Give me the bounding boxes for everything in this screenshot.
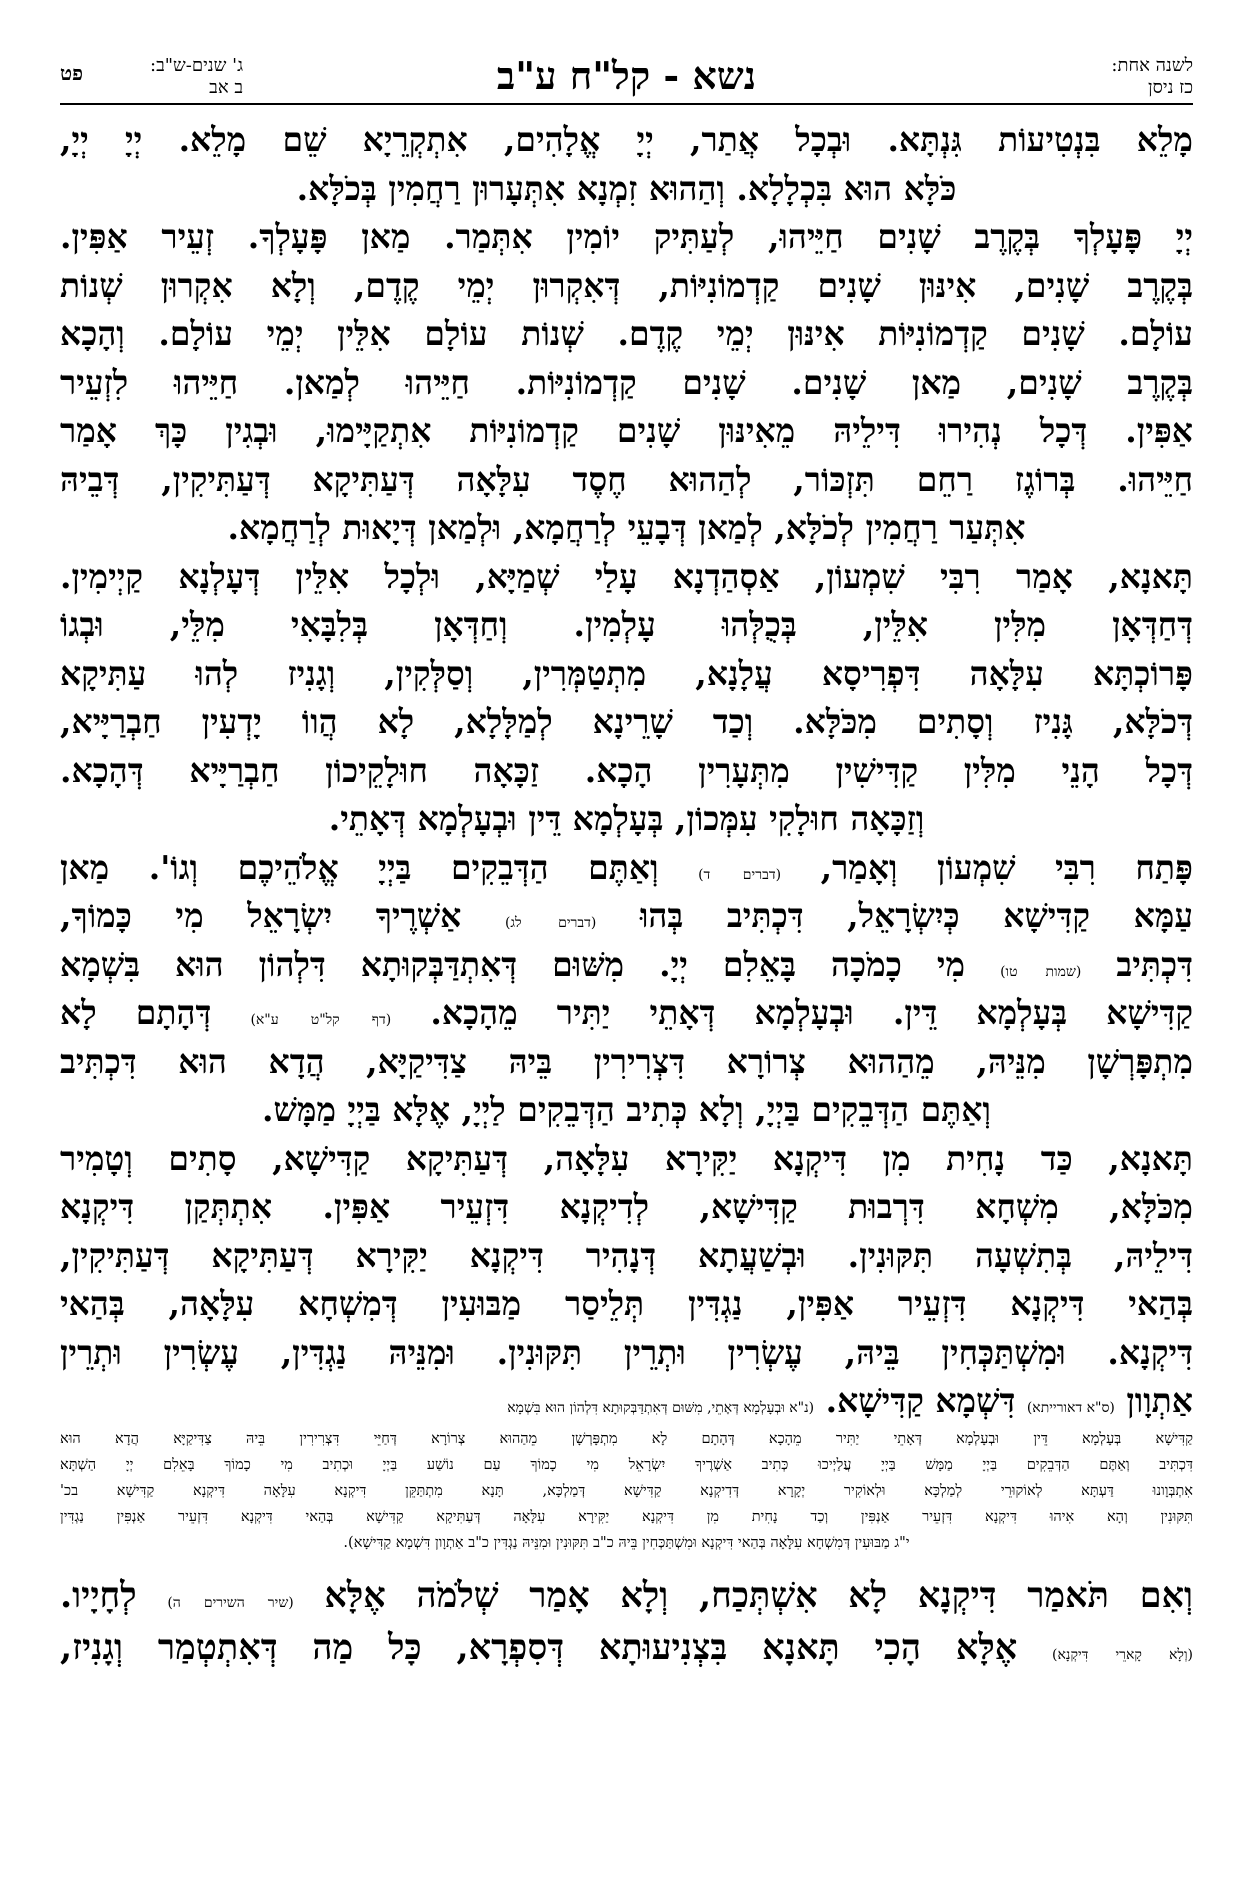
text-line: מִכֹּלָּא, מִשְׁחָא דִּרְבוּת קַדִּישָׁא, לְדִיקְנָא דִּזְעֵיר אַפִּין. אִתְתְּקַן דִּיקְנָא (60, 1187, 1193, 1226)
text-line: דִּילֵיהּ, בְּתִשְׁעָה תִּקּוּנִין. וּבְשַׁעֲתָא דְּנָהִיר דִּיקְנָא יַקִּירָא דְּעַתִּיקָא דְּעַתִּיקִין, (60, 1235, 1193, 1275)
text-line: תָּאנָא, אָמַר רִבִּי שִׁמְעוֹן, אַסְהַדְנָא עָלַי שְׁמַיָּא, וּלְכָל אִלֵּין דְּעָלְנָא קַיְימִין. (60, 556, 1193, 596)
text-line: פָּתַח רִבִּי שִׁמְעוֹן וְאָמַר, (דברים ד) וְאַתֶּם הַדְּבֵקִים בַּיְיָ אֱלֹהֵיכֶם וְגוֹ'. מַאן (60, 847, 1193, 887)
text-line: מִתְפָּרְשָׁן מִנֵּיהּ, מֵהַהוּא צְרוֹרָא דִּצְרִירִין בֵּיהּ צַדִּיקַיָּא, הֲדָא הוּא דִּכְתִּיב (60, 1041, 1193, 1081)
text-line: אַתְוָון (ס"א דאורייתא) דִּשְׁמָא קַדִּישָׁא. (נ"א וּבְעָלְמָא דְּאָתֵי, מִשּׁוּם דְּאִתְדַּבְּקוּתָא דִּלְהוֹן הוּא בִּשְׁמָא (507, 1381, 1193, 1420)
spacer (60, 1556, 1193, 1570)
text-lines (60, 116, 1193, 1426)
daily-schedule-three-years (150, 55, 243, 99)
commentary-block (60, 1426, 1193, 1556)
source-reference: (דף קל"ט ע"א) (250, 1012, 392, 1028)
commentary-line: דִּכְתִּיב וְאַתֶּם הַדְּבֵקִים בַּיְיָ מַמָּשׁ בַּיְיָ עֲלַיְיכוּ כְּתִיב אַשְׁרֶיךָ יִשְׂרָאֵל מִי כָמוֹךָ עַם נוֹשַׁע בַּיְיָ וּכְתִיב מִי כָמוֹךָ בָּאֵלִם יְיָ הַשְׁתָּא (60, 1456, 1193, 1473)
source-reference: (נ"א וּבְעָלְמָא דְּאָתֵי, מִשּׁוּם דְּאִתְדַּבְּקוּתָא דִּלְהוֹן הוּא בִּשְׁמָא (507, 1400, 815, 1416)
source-reference: (ס"א דאורייתא) (1026, 1400, 1115, 1416)
closing-line: וְאִם תֹּאמַר דִּיקְנָא לָא אִשְׁתְּכַח, וְלָא אָמַר שְׁלֹמֹה אֶלָּא (שיר השירים ה) לְחָיָיו. (60, 1574, 1193, 1616)
closing-line: (וְלָא קָארֵי דִּיקְנָא) אֶלָּא הָכִי תָּאנָא בִּצְנִיעוּתָא דְּסִפְרָא, כָּל מַה דְּאִתְטְמַר וְגָנִיז, (60, 1626, 1193, 1668)
text-line: אִתְּעַר רַחֲמִין לְכֹלָּא, לְמַאן דְּבָעֵי לְרַחֲמָא, וּלְמַאן דְּיָאוּת לְרַחֲמָא. (227, 508, 1026, 547)
page-title: נשא - קל"ח ע"ב (496, 53, 757, 98)
source-reference: (דברים ד) (698, 866, 782, 883)
text-line: יְיָ פָּעָלְךָ בְּקֶרֶב שָׁנִים חַיֵּיהוּ, לְעַתִּיק יוֹמִין אִתְּמַר. מַאן פָּעָלְךָ. זְעֵיר אַפִּין. (60, 217, 1193, 256)
text-line: דִּיקְנָא. וּמִשְׁתַּכְּחִין בֵּיהּ, עֶשְׂרִין וּתְרֵין תִּקּוּנִין. וּמִנֵּיהּ נַגְדִּין, עֶשְׂרִין וּתְרֵין (60, 1332, 1193, 1372)
closing-lines (60, 1570, 1193, 1674)
text-line: דִּכְתִּיב (שמות טו) מִי כָמֹכָה בָּאֵלִם יְיָ. מִשּׁוּם דְּאִתְדַּבְּקוּתָא דִּלְהוֹן הוּא בִּשְׁמָא (60, 944, 1193, 984)
text-line: וְאַתֶּם הַדְּבֵקִים בַּיְיָ, וְלָא כְּתִיב הַדְּבֵקִים לַיְיָ, אֶלָּא בַּיְיָ מַמָּשׁ. (262, 1090, 991, 1129)
schedule-label: ג' שנים-ש"ב: (150, 55, 244, 76)
schedule-date: ב אב (209, 77, 244, 98)
text-line: דְּכָל הָנֵי מִלִּין קַדִּישִׁין מִתְּעָרִין הָכָא. זַכָּאָה חוּלָקֵיכוֹן חַבְרַיָּיא דְּהָכָא. (60, 750, 1193, 790)
commentary-line: אִתְבְּוָונוּ דַּעְתָּא לְאוֹקוּרֵי לְמַלְכָּא וּלְאוֹקִיר יְקָרָא דְּדִיקְנָא קַדִּישָׁא דְּמַלְכָּא, תָּנָא מִתְתַּקֵּן דִּיקְנָא עִלָּאָה דִּיקְנָא קַדִּישָׁא בכ' (60, 1482, 1193, 1499)
text-line: אַפִּין. דְּכָל נְהִירוּ דִּילֵיהּ מֵאִינּוּן שָׁנִים קַדְמוֹנִיּוֹת אִתְקַיָּימוּ, וּבְגִין כָּךְ אָמַר (60, 411, 1193, 450)
text-line: מָלֵא בִּנְטִיעוֹת גִּנְתָּא. וּבְכָל אֲתַר, יְיָ אֱלָהִים, אִתְקְרֵיָא שֵׁם מָלֵא. יְיָ יְיָ, (60, 120, 1193, 159)
text-line: עוֹלָם. שָׁנִים קַדְמוֹנִיּוֹת אִינּוּן יְמֵי קֶדֶם. שְׁנוֹת עוֹלָם אִלֵּין יְמֵי עוֹלָם. וְהָכָא (60, 314, 1193, 353)
commentary-line: תִּקּוּנִין וְהָא אִיהוּ דִּיקְנָא דִּזְעֵיר אַנְפִּין וְכַד נָחִית מִן דִּיקְנָא יַקִּירָא עִלָּאָה דְּעַתִּיקָא קַדִּישָׁא בְּהַאי דִּיקְנָא דִּזְעֵיר אַנְפִּין נַגְדִּין (60, 1508, 1193, 1525)
text-line: עַמָּא קַדִּישָׁא כְּיִשְׂרָאֵל, דִּכְתִּיב בְּהוּ (דברים לג) אַשְׁרֶיךָ יִשְׂרָאֵל מִי כָּמוֹךָ, (60, 896, 1193, 935)
source-reference: (דברים לג) (504, 915, 597, 931)
text-line: קַדִּישָׁא בְּעָלְמָא דֵּין. וּבְעָלְמָא דְּאָתֵי יַתִּיר מֵהָכָא. (דף קל"ט ע"א) דְּהָתָם לָא (60, 993, 1193, 1032)
page-header (60, 55, 1193, 101)
text-line: חַיֵּיהוּ. בְּרוֹגֶז רַחֵם תִּזְכּוֹר, לְהַהוּא חֶסֶד עִלָּאָה דְּעַתִּיקָא דְּעַתִּיקִין, דְּבֵיהּ (60, 459, 1193, 499)
text-line: בְּקֶרֶב שָׁנִים, מַאן שָׁנִים. שָׁנִים קַדְמוֹנִיּוֹת. חַיֵּיהוּ לְמַאן. חַיֵּיהוּ לִזְעֵיר (60, 362, 1193, 402)
text-line: וְזַכָּאָה חוּלָקִי עִמְּכוֹן, בְּעָלְמָא דֵּין וּבְעָלְמָא דְּאָתֵי. (328, 799, 925, 838)
header-rule (60, 103, 1193, 105)
source-reference: (שיר השירים ה) (167, 1594, 294, 1611)
text-line: דְּחַדְּאָן מִלִּין אִלֵּין, בְּכֻלְּהוּ עָלְמִין. וְחַדְּאָן בְּלִבָּאִי מִלֵּי, וּבְגוֹ (60, 605, 1193, 644)
text-line: בְּקֶרֶב שָׁנִים, אִינּוּן שָׁנִים קַדְמוֹנִיּוֹת, דְּאִקְרוּן יְמֵי קֶדֶם, וְלָא אִקְרוּן שְׁנוֹת (60, 265, 1193, 305)
source-reference: (וְלָא קָארֵי דִּיקְנָא) (1052, 1646, 1193, 1663)
source-reference: (שמות טו) (1000, 963, 1082, 980)
text-line: בְּהַאי דִּיקְנָא דִּזְעֵיר אַפִּין, נַגְדִּין תְּלֵיסַר מַבּוּעִין דְּמִשְׁחָא עִלָּאָה, בְּהַאי (60, 1284, 1193, 1323)
text-line: פָּרוֹכְתָּא עִלָּאָה דִּפְרִיסָא עֲלָנָא, מִתְטַמְּרִין, וְסַלְּקִין, וְגָנִיז לְהוּ עַתִּיקָא (60, 653, 1193, 693)
schedule-date: כז ניסן (1148, 77, 1193, 98)
text-line: תָּאנָא, כַּד נָחִית מִן דִּיקְנָא יַקִּירָא עִלָּאָה, דְּעַתִּיקָא קַדִּישָׁא, סָתִים וְטָמִיר (60, 1138, 1193, 1178)
schedule-label: לשנה אחת: (1111, 55, 1193, 76)
text-line: כֹּלָּא הוּא בִּכְלָלָא. וְהַהוּא זִמְנָא אִתְּעָרוּן רַחֲמִין בְּכֹלָּא. (296, 168, 957, 208)
commentary-line: קַדִּישָׁא בְּעָלְמָא דֵּין וּבְעָלְמָא דְּאָתֵי יַתִּיר מֵהָכָא דְּהָתָם לָא מִתְפָּרְשָׁן מֵהַהוּא צְרוֹרָא דְּחַיֵּי דִּצְרִירִין בֵּיהּ צַדִּיקַיָּא הֲדָא הוּא (60, 1430, 1193, 1447)
main-text (60, 116, 1193, 1674)
text-line: דְּכֹלָּא, גָּנִיז וְסָתִים מִכֹּלָּא. וְכַד שָׁרֵינָא לְמַלָּלָא, לָא הֲווֹ יָדְעִין חַבְרַיָּיא, (60, 702, 1193, 741)
commentary-line: י"ג מַבּוּעִין דְּמִשְׁחָא עִלָּאָה בְּהַאי דִּיקְנָא וּמִשְׁתַּכְּחִין בֵּיהּ כ"ב תִּקּוּנִין וּמִנֵּיהּ נַגְדִּין כ"ב אַתְוָון דִּשְׁמָא קַדִּישָׁא). (343, 1534, 910, 1551)
page-number: פט (60, 61, 83, 85)
